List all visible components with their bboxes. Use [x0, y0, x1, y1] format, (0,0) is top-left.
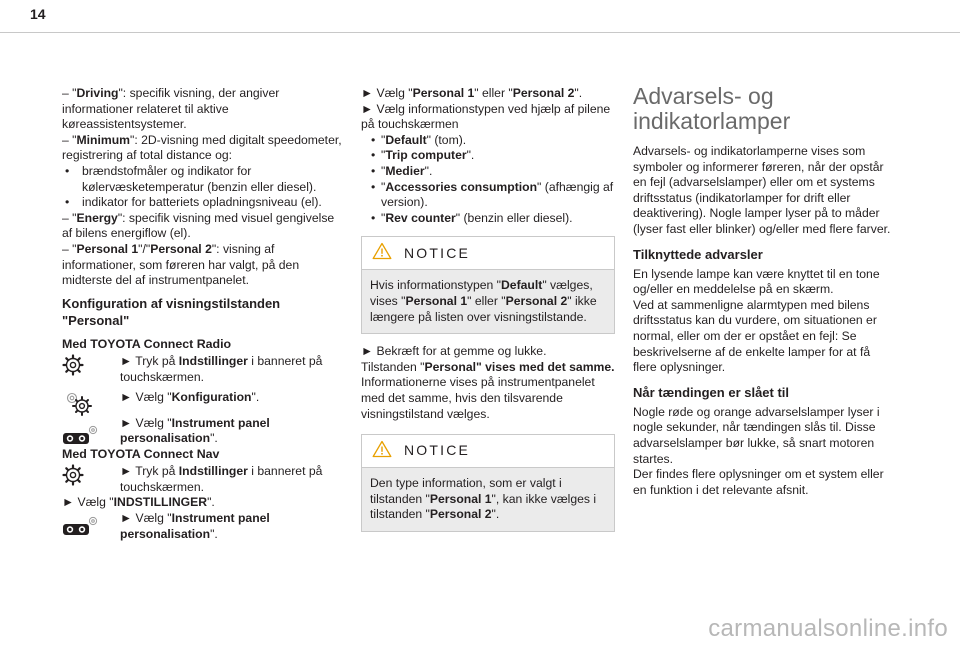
notice-header — [362, 435, 614, 468]
confirm-step: ► Bekræft for at gemme og lukke. — [361, 344, 547, 359]
personal-item: – "Personal 1"/"Personal 2": visning af informationer, som føreren har valgt, på den midterste del af instrumentpanelet. — [62, 241, 300, 288]
radio-step-3: ► Vælg "Instrument panel personalisation". — [62, 416, 344, 447]
status-description: Informationerne vises på instrumentpanelet med det samme, hvis den tilsvarende visningstilstand vælges. — [361, 375, 595, 421]
column-left — [62, 86, 344, 542]
option-rev-counter: • "Rev counter" (benzin eller diesel). — [368, 211, 615, 227]
nav-step-2: ► Vælg "INDSTILLINGER". — [62, 495, 215, 510]
instrument-panel-icon — [62, 515, 100, 542]
heading-tilknyttede: Tilknyttede advarsler — [633, 246, 763, 262]
heading-taendingen: Når tændingen er slået til — [633, 384, 790, 400]
radio-step-2: ► Vælg "Konfiguration". — [62, 390, 344, 406]
radio-heading: Med TOYOTA Connect Radio — [62, 336, 232, 351]
minimum-item: – "Minimum": 2D-visning med digitalt speedometer, registrering af total distance og: — [62, 132, 342, 163]
minimum-bullet-1: • brændstofmåler og indikator for kølervæsketemperatur (benzin eller diesel). — [62, 164, 344, 195]
paragraph-1a: En lysende lampe kan være knyttet til en tone og/eller en meddelelse på en skærm. — [633, 266, 880, 297]
notice-box-1 — [361, 236, 615, 334]
notice-box-2 — [361, 434, 615, 532]
minimum-bullet-2: • indikator for batteriets opladningsniveau (el). — [62, 195, 344, 211]
header-divider — [0, 32, 960, 33]
footer-watermark: carmanualsonline.info — [708, 615, 948, 642]
page-number: 14 — [30, 6, 46, 22]
paragraph-2b: Der findes flere oplysninger om et system eller en funktion i det relevante afsnit. — [633, 467, 884, 497]
settings-gear-icon — [62, 354, 84, 381]
intro-paragraph: Advarsels- og indikatorlamperne vises som symboler og informerer føreren, når der opstår en fejl (advarselslamper) eller om et systems driftsstatus (indikatorlamper for drift eller deaktivering). Nogle lamper lyser på to måder (lyser fast eller blinker) og/eller med flere farver. — [633, 144, 891, 236]
select-personal-step: ► Vælg "Personal 1" eller "Personal 2". — [361, 86, 583, 100]
radio-step-1: ► Tryk på Indstillinger i banneret på touchskærmen. — [62, 354, 344, 385]
instrument-panel-icon — [62, 424, 100, 451]
nav-heading: Med TOYOTA Connect Nav — [62, 446, 220, 461]
energy-item: – "Energy": specifik visning med visuel gengivelse af bilens energiflow (el). — [62, 210, 335, 241]
notice-header — [362, 237, 614, 270]
notice-title: NOTICE — [404, 442, 471, 459]
select-info-step: ► Vælg informationstypen ved hjælp af pilene på touchskærmen — [361, 101, 611, 132]
option-medier: • "Medier". — [368, 164, 615, 180]
driving-item: – "Driving": specifik visning, der angiver informationer relateret til aktive køreassistentsystemer. — [62, 86, 280, 132]
option-accessories: • "Accessories consumption" (afhængig af version). — [368, 180, 615, 211]
column-right — [633, 84, 895, 498]
status-text: Tilstanden "Personal" vises med det samme. — [361, 359, 615, 374]
warning-triangle-icon — [372, 242, 392, 265]
nav-step-1: ► Tryk på Indstillinger i banneret på touchskærmen. — [62, 464, 344, 495]
section-title: Advarsels- og indikatorlamper — [633, 83, 791, 134]
settings-gear-icon — [62, 464, 84, 491]
option-default: • "Default" (tom). — [368, 133, 615, 149]
warning-triangle-icon — [372, 440, 392, 463]
paragraph-2a: Nogle røde og orange advarselslamper lyser i nogle sekunder, når tændingen slås til. Disse advarselslamper bør lukke, så snart motoren startes. — [633, 404, 880, 466]
column-middle — [361, 86, 615, 542]
notice-text: Hvis informationstypen "Default" vælges, vises "Personal 1" eller "Personal 2" ikke længere på listen over visningstilstande. — [370, 278, 597, 324]
notice-text: Den type information, som er valgt i tilstanden "Personal 1", kan ikke vælges i tilstanden "Personal 2". — [370, 476, 597, 522]
option-trip-computer: • "Trip computer". — [368, 148, 615, 164]
nav-step-3: ► Vælg "Instrument panel personalisation". — [62, 511, 344, 542]
paragraph-1b: Ved at sammenligne alarmtypen med bilens driftsstatus kan du vurdere, om situationen er normal, eller om der er opstået en fejl: Se beskrivelserne af de enkelte lamper for at få flere oplysninger. — [633, 297, 877, 375]
notice-title: NOTICE — [404, 244, 471, 261]
section-heading-personal: Konfiguration af visningstilstanden "Personal" — [62, 295, 281, 328]
